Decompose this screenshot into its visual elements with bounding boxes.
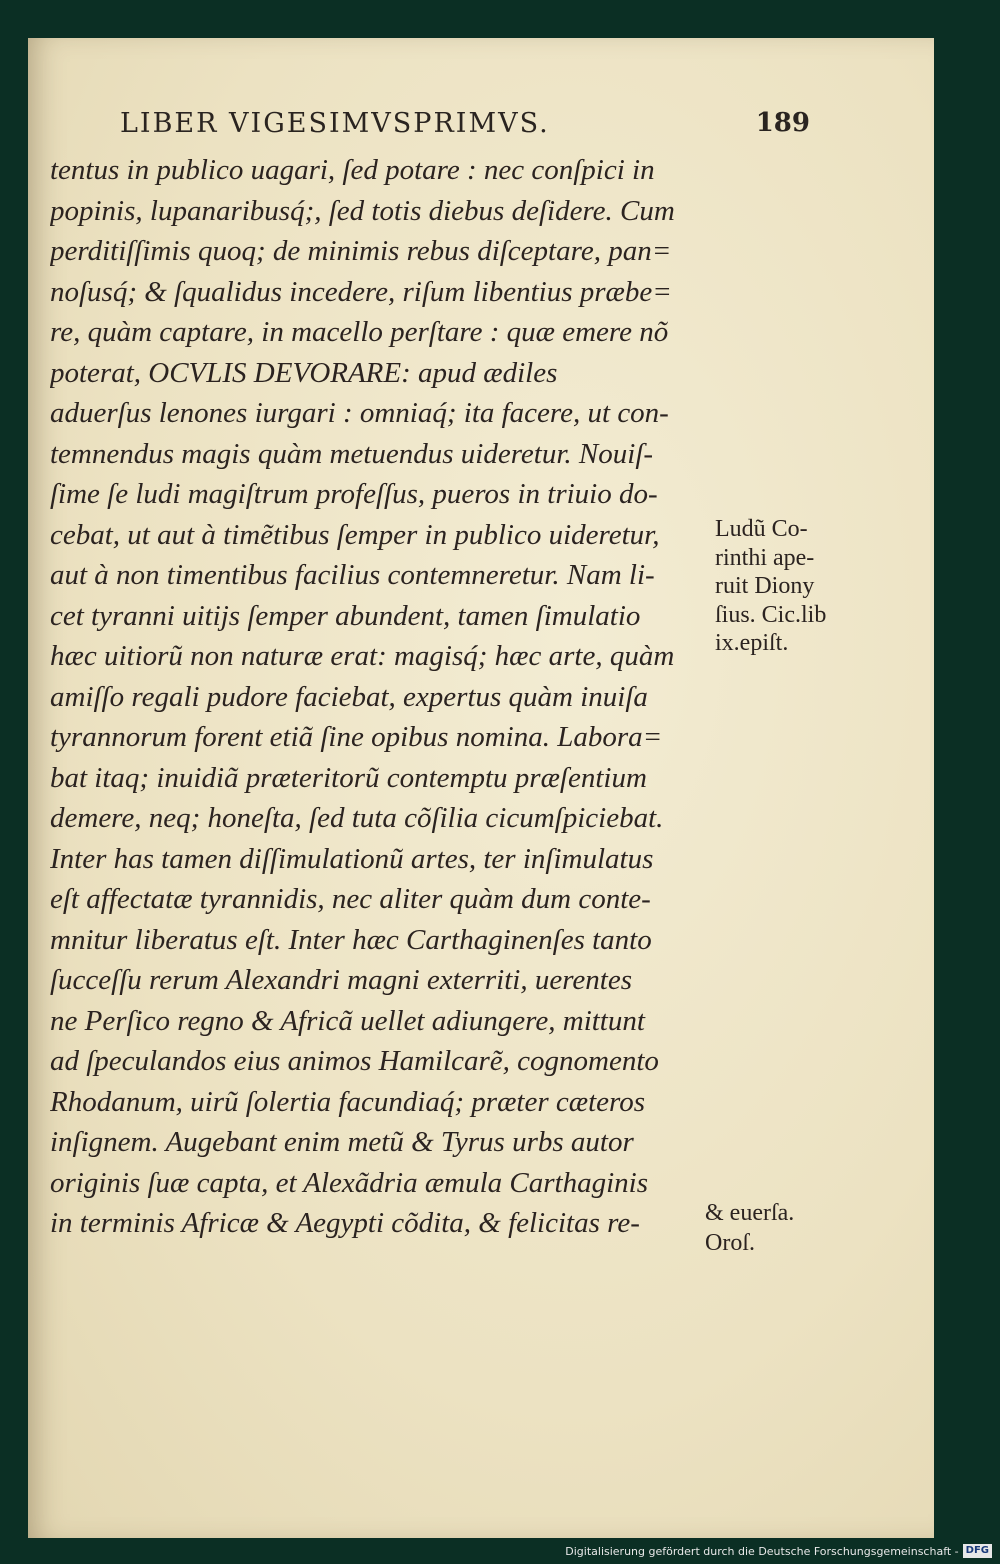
text-line: ad ſpeculandos eius animos Hamilcarẽ, cognomento: [50, 1045, 659, 1077]
text-line: hæc uitiorũ non naturæ erat: magisq́; hæc arte, quàm: [50, 640, 675, 672]
text-line: ſime ſe ludi magiſtrum profeſſus, pueros in triuio do-: [50, 478, 658, 510]
text-line: ſucceſſu rerum Alexandri magni exterriti, uerentes: [50, 964, 633, 996]
text-line: tyrannorum forent etiã ſine opibus nomina. Labora=: [50, 721, 663, 753]
text-line: Rhodanum, uirũ ſolertia facundiaq́; præter cæteros: [50, 1085, 646, 1118]
text-line: ix.epiſt.: [715, 630, 789, 656]
text-line: ſius. Cic.lib: [715, 601, 827, 628]
text-line: rinthi ape-: [715, 544, 815, 571]
text-line: mnitur liberatus eſt. Inter hæc Carthaginenſes tanto: [50, 923, 652, 956]
text-line: Oroſ.: [705, 1230, 755, 1256]
text-line: demere, neq; honeſta, ſed tuta cõſilia cicumſpiciebat.: [50, 802, 664, 834]
text-line: poterat, OCVLIS DEVORARE: apud ædiles: [50, 356, 558, 389]
text-line: re, quàm captare, in macello perſtare : quæ emere nõ: [50, 316, 669, 348]
text-line: originis ſuæ capta, et Alexãdria æmula Carthaginis: [50, 1166, 649, 1199]
text-line: Ludũ Co-: [715, 516, 808, 542]
body-text: [50, 150, 704, 1244]
text-line: temnendus magis quàm metuendus uideretur. Nouiſ-: [50, 437, 654, 470]
page-header: [120, 108, 810, 148]
text-line: tentus in publico uagari, ſed potare : nec conſpici in: [50, 154, 655, 186]
text-line: inſignem. Augebant enim metũ & Tyrus urbs autor: [50, 1126, 634, 1158]
footer-text: Digitalisierung gefördert durch die Deutsche Forschungsgemeinschaft -: [565, 1544, 959, 1558]
footer: [565, 1542, 992, 1560]
text-line: popinis, lupanaribusq́;, ſed totis diebus deſidere. Cum: [50, 194, 675, 227]
text-line: & euerſa.: [705, 1200, 795, 1226]
text-line: aut à non timentibus facilius contemneretur. Nam li-: [50, 559, 655, 591]
running-title: LIBER VIGESIMVSPRIMVS.: [120, 108, 550, 139]
text-line: perditiſſimis quoq; de minimis rebus diſceptare, pan=: [50, 235, 672, 267]
text-line: cebat, ut aut à timẽtibus ſemper in publico uideretur,: [50, 518, 660, 551]
text-line: noſusq́; & ſqualidus incedere, riſum libentius præbe=: [50, 275, 672, 308]
text-line: eſt affectatæ tyrannidis, nec aliter quàm dum conte-: [50, 883, 651, 915]
text-line: bat itaq; inuidiã præteritorũ contemptu præſentium: [50, 761, 647, 794]
page-number: 189: [755, 108, 810, 138]
dfg-logo: DFG: [963, 1544, 992, 1558]
text-line: ne Perſico regno & Africã uellet adiungere, mittunt: [50, 1004, 645, 1037]
text-line: ruit Diony: [715, 573, 815, 599]
text-line: cet tyranni uitijs ſemper abundent, tamen ſimulatio: [50, 599, 641, 632]
text-line: amiſſo regali pudore faciebat, expertus quàm inuiſa: [50, 680, 648, 713]
text-line: aduerſus lenones iurgari : omniaq́; ita facere, ut con-: [50, 397, 669, 429]
text-line: in terminis Africæ & Aegypti cõdita, & felicitas re-: [50, 1207, 640, 1239]
margin-note: [715, 515, 865, 658]
text-line: Inter has tamen diſſimulationũ artes, ter inſimulatus: [50, 842, 654, 875]
margin-note-bottom: [705, 1198, 845, 1258]
